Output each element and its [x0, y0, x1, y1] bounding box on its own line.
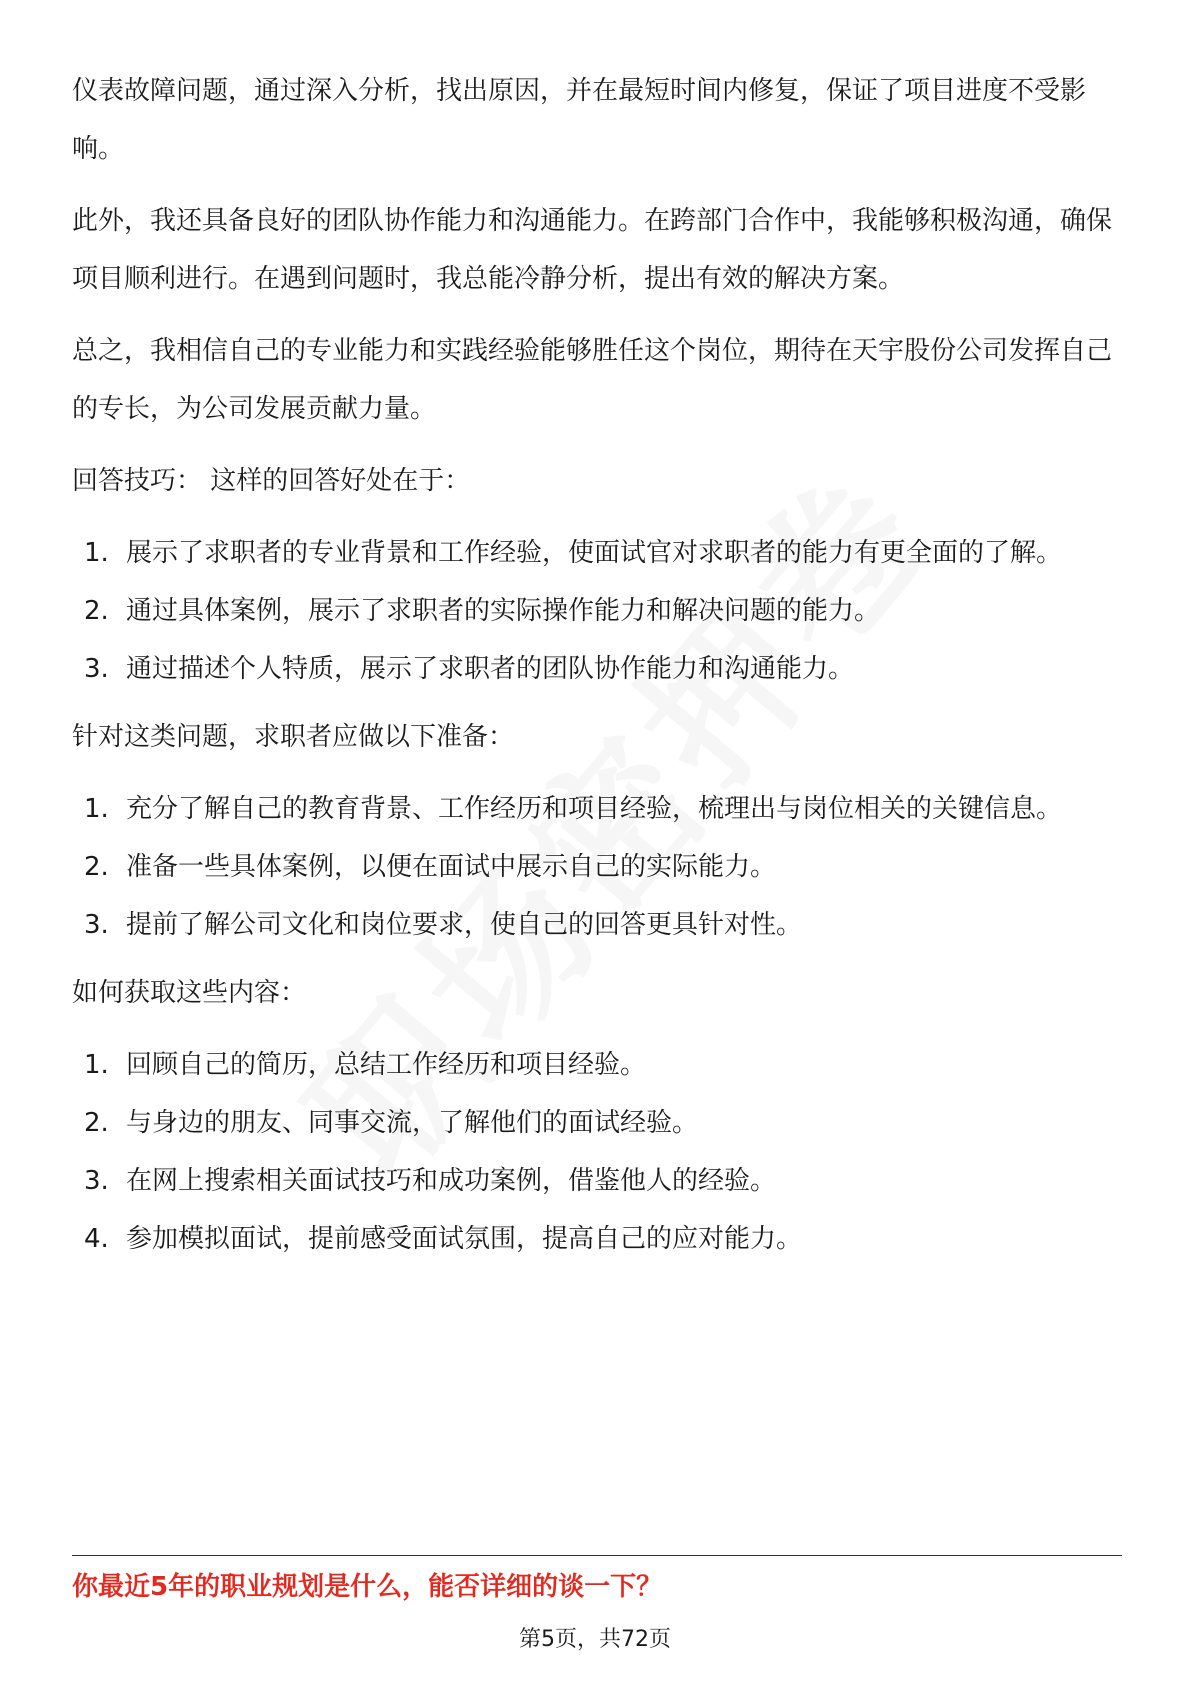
list-number: 1. — [84, 1050, 109, 1080]
list-item-text: 与身边的朋友、同事交流，了解他们的面试经验。 — [126, 1108, 699, 1138]
list-number: 1. — [84, 794, 109, 824]
list-item — [72, 1210, 1122, 1268]
section-divider — [72, 1555, 1122, 1556]
list-number: 2. — [84, 852, 109, 882]
list-number: 2. — [84, 1108, 109, 1138]
paragraph-1: 仪表故障问题，通过深入分析，找出原因，并在最短时间内修复，保证了项目进度不受影响。 — [72, 76, 1087, 164]
list-item — [72, 524, 1122, 582]
list-number: 3. — [84, 910, 109, 940]
how-to-obtain-heading: 如何获取这些内容： — [72, 978, 307, 1008]
page-number: 第5页，共72页 — [519, 1627, 671, 1652]
list-item-text: 展示了求职者的专业背景和工作经验，使面试官对求职者的能力有更全面的了解。 — [126, 538, 1063, 568]
list-number: 4. — [84, 1224, 109, 1254]
list-item — [72, 1152, 1122, 1210]
answer-tips-list — [72, 524, 1122, 698]
list-item-text: 充分了解自己的教育背景、工作经历和项目经验，梳理出与岗位相关的关键信息。 — [126, 794, 1063, 824]
list-item — [72, 896, 1122, 954]
list-number: 1. — [84, 538, 109, 568]
page-content — [72, 62, 1122, 1278]
list-item — [72, 582, 1122, 640]
list-item-text: 通过描述个人特质，展示了求职者的团队协作能力和沟通能力。 — [126, 654, 855, 684]
list-item — [72, 640, 1122, 698]
list-item-text: 在网上搜索相关面试技巧和成功案例，借鉴他人的经验。 — [126, 1166, 777, 1196]
list-item-text: 准备一些具体案例，以便在面试中展示自己的实际能力。 — [126, 852, 777, 882]
list-item-text: 提前了解公司文化和岗位要求，使自己的回答更具针对性。 — [126, 910, 803, 940]
answer-tips-heading: 回答技巧： 这样的回答好处在于： — [72, 466, 471, 496]
list-number: 3. — [84, 654, 109, 684]
paragraph-2: 此外，我还具备良好的团队协作能力和沟通能力。在跨部门合作中，我能够积极沟通，确保项目顺利进行。在遇到问题时，我总能冷静分析，提出有效的解决方案。 — [72, 206, 1113, 294]
list-item-text: 参加模拟面试，提前感受面试氛围，提高自己的应对能力。 — [126, 1224, 803, 1254]
next-question-title: 你最近5年的职业规划是什么，能否详细的谈一下？ — [72, 1572, 663, 1602]
preparation-list — [72, 780, 1122, 954]
list-item — [72, 1094, 1122, 1152]
list-item-text: 回顾自己的简历，总结工作经历和项目经验。 — [126, 1050, 647, 1080]
how-to-obtain-list — [72, 1036, 1122, 1268]
list-item — [72, 838, 1122, 896]
list-number: 3. — [84, 1166, 109, 1196]
paragraph-3: 总之，我相信自己的专业能力和实践经验能够胜任这个岗位，期待在天宇股份公司发挥自己的专长，为公司发展贡献力量。 — [72, 336, 1113, 424]
list-number: 2. — [84, 596, 109, 626]
preparation-heading: 针对这类问题，求职者应做以下准备： — [72, 722, 515, 752]
list-item — [72, 1036, 1122, 1094]
list-item — [72, 780, 1122, 838]
list-item-text: 通过具体案例，展示了求职者的实际操作能力和解决问题的能力。 — [126, 596, 881, 626]
